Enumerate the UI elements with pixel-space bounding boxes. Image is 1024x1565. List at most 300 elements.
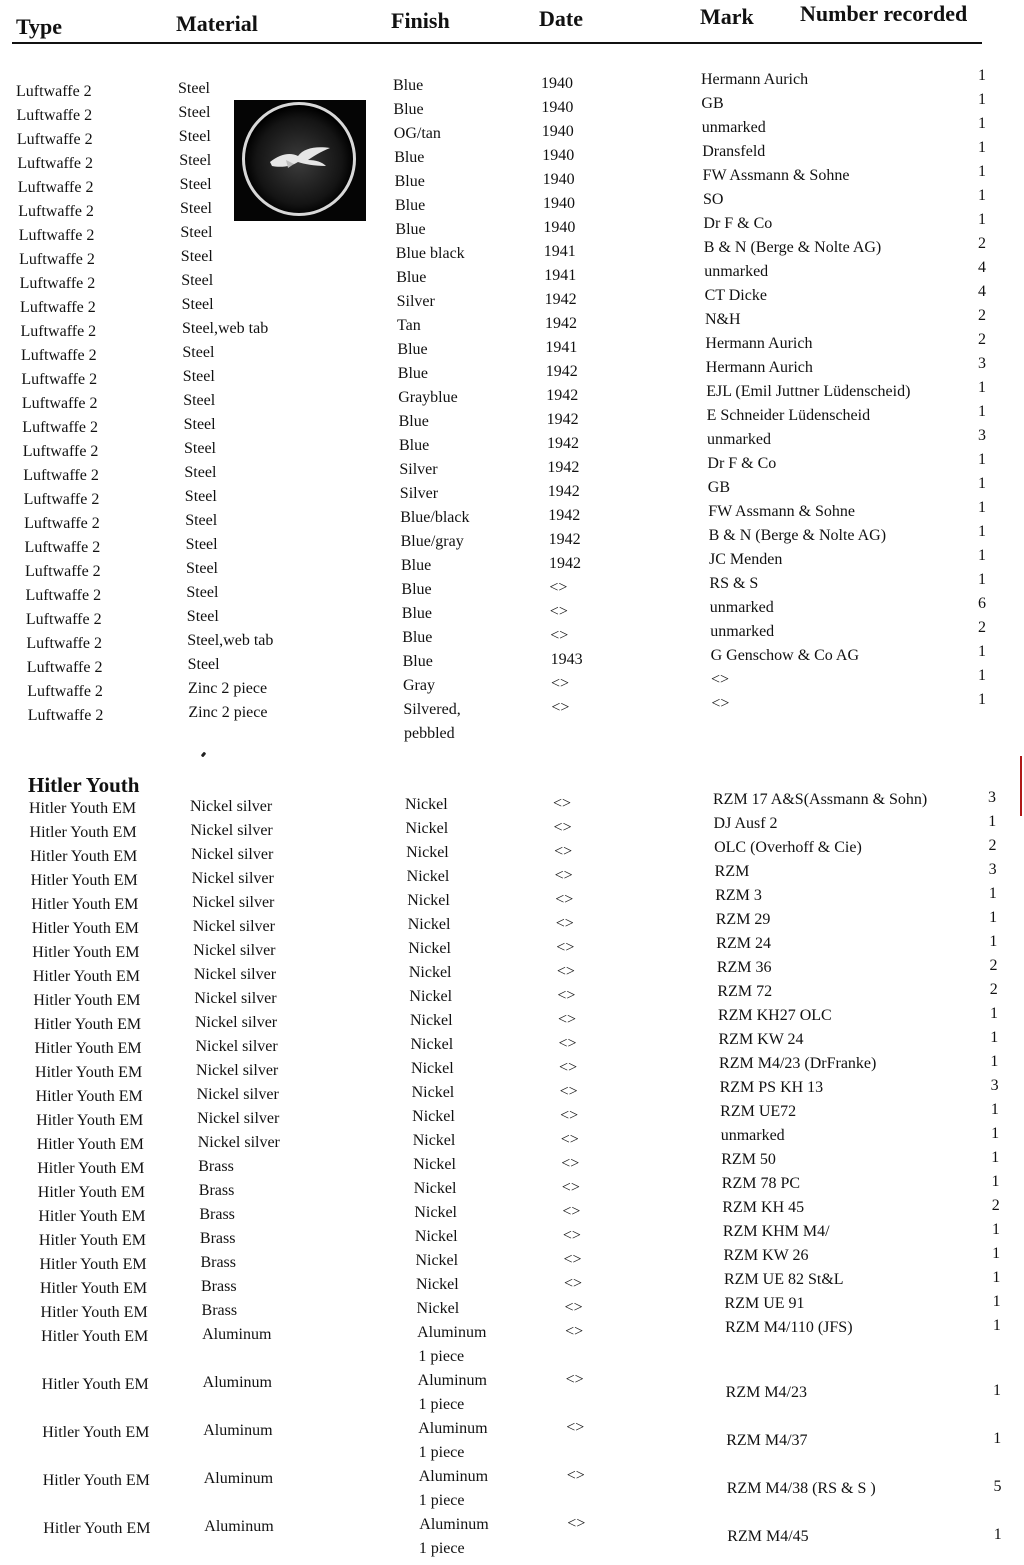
header-finish: Finish bbox=[391, 8, 450, 33]
row-number: 1 bbox=[992, 1317, 1001, 1334]
row-type: Hitler Youth EM bbox=[40, 1280, 148, 1297]
row-type: Luftwaffe 2 bbox=[20, 323, 97, 340]
row-material: Brass bbox=[199, 1230, 236, 1247]
row-mark: unmarked bbox=[720, 1127, 785, 1144]
row-date: 1942 bbox=[546, 411, 579, 428]
row-mark: RZM KH27 OLC bbox=[717, 1007, 832, 1024]
row-date: 1942 bbox=[547, 483, 580, 500]
header-rule bbox=[12, 42, 982, 44]
row-material: Steel bbox=[186, 584, 219, 601]
row-mark: JC Menden bbox=[709, 551, 783, 568]
row-mark: RZM bbox=[714, 863, 750, 880]
row-number: 1 bbox=[978, 643, 986, 660]
row-type: Hitler Youth EM bbox=[35, 1064, 143, 1081]
row-number: 5 bbox=[993, 1478, 1002, 1495]
row-date: <> bbox=[558, 1035, 577, 1052]
row-mark: RZM KH 45 bbox=[722, 1199, 805, 1216]
row-mark: RZM 78 PC bbox=[721, 1175, 801, 1192]
row-date: <> bbox=[551, 699, 570, 716]
row-finish: Blue bbox=[394, 149, 425, 166]
row-finish: OG/tan bbox=[393, 125, 441, 142]
row-date: 1942 bbox=[545, 315, 577, 332]
row-type: Luftwaffe 2 bbox=[19, 275, 96, 292]
row-date: <> bbox=[560, 1107, 579, 1124]
row-finish: Blue bbox=[396, 269, 427, 286]
row-mark: RZM UE 91 bbox=[724, 1295, 805, 1312]
row-finish: Blue bbox=[393, 77, 424, 94]
row-material: Steel bbox=[178, 128, 211, 145]
row-material: Aluminum bbox=[202, 1374, 272, 1391]
row-mark: unmarked bbox=[707, 431, 771, 448]
row-material: Brass bbox=[198, 1182, 235, 1199]
row-number: 1 bbox=[991, 1221, 1000, 1238]
row-date: 1941 bbox=[545, 339, 578, 356]
row-type: Luftwaffe 2 bbox=[27, 683, 103, 700]
row-date: 1942 bbox=[548, 507, 581, 524]
row-finish: Silver bbox=[396, 293, 435, 310]
row-number: 1 bbox=[992, 1245, 1001, 1262]
row-finish: Nickel bbox=[413, 1180, 457, 1197]
row-type: Hitler Youth EM bbox=[30, 872, 138, 889]
row-mark: B & N (Berge & Nolte AG) bbox=[703, 239, 882, 256]
row-finish: Blue bbox=[397, 365, 429, 382]
row-date: <> bbox=[556, 963, 575, 980]
row-date: 1942 bbox=[544, 291, 577, 308]
row-finish: Blue bbox=[397, 341, 428, 358]
row-finish: Blue/gray bbox=[400, 533, 464, 550]
row-material: Steel bbox=[185, 512, 218, 529]
row-finish: Nickel bbox=[405, 820, 449, 837]
row-material: Nickel silver bbox=[194, 1014, 278, 1031]
row-number: 1 bbox=[989, 1005, 998, 1022]
row-date: <> bbox=[560, 1131, 579, 1148]
row-material: Nickel silver bbox=[192, 894, 275, 911]
row-type: Hitler Youth EM bbox=[34, 1040, 142, 1057]
row-material: Steel bbox=[179, 152, 212, 169]
row-number: 2 bbox=[988, 837, 997, 854]
row-type: Luftwaffe 2 bbox=[17, 155, 94, 172]
row-date: <> bbox=[553, 795, 572, 812]
row-date: 1940 bbox=[541, 123, 574, 140]
row-mark: RZM UE 82 St&L bbox=[724, 1271, 844, 1288]
row-date: 1940 bbox=[542, 147, 575, 164]
row-mark: N&H bbox=[705, 311, 741, 328]
row-mark: RZM KHM M4/ bbox=[722, 1223, 830, 1240]
row-number: 4 bbox=[978, 283, 986, 300]
scan-edge-mark bbox=[1020, 756, 1022, 816]
row-material: Brass bbox=[200, 1254, 236, 1271]
row-number: 1 bbox=[993, 1430, 1002, 1447]
row-mark: Hermann Aurich bbox=[705, 335, 813, 352]
row-date: 1941 bbox=[544, 267, 577, 284]
row-date: 1940 bbox=[541, 75, 573, 92]
row-mark: RZM 3 bbox=[715, 887, 762, 904]
row-finish: Nickel bbox=[410, 1036, 454, 1053]
row-number: 1 bbox=[978, 379, 986, 396]
row-finish: Nickel bbox=[412, 1108, 455, 1125]
row-material: Steel bbox=[181, 272, 214, 289]
row-material: Nickel silver bbox=[191, 846, 274, 863]
row-type: Luftwaffe 2 bbox=[18, 227, 95, 244]
row-date: <> bbox=[566, 1467, 585, 1484]
row-type: Luftwaffe 2 bbox=[16, 83, 92, 100]
row-mark: FW Assmann & Sohne bbox=[708, 503, 856, 520]
row-material: Zinc 2 piece bbox=[188, 704, 268, 721]
row-number: 1 bbox=[990, 1029, 999, 1046]
row-number: 2 bbox=[978, 619, 986, 636]
row-material: Steel bbox=[187, 656, 220, 673]
row-finish: Nickel bbox=[408, 940, 451, 957]
row-mark: B & N (Berge & Nolte AG) bbox=[708, 527, 887, 544]
row-number: 1 bbox=[978, 667, 986, 684]
row-type: Hitler Youth EM bbox=[35, 1088, 143, 1105]
row-finish: Blue bbox=[399, 437, 430, 454]
row-number: 1 bbox=[978, 211, 986, 228]
row-material: Aluminum bbox=[204, 1518, 274, 1535]
row-finish: Blue bbox=[395, 221, 426, 238]
row-number: 1 bbox=[978, 163, 986, 180]
row-type: Hitler Youth EM bbox=[37, 1184, 145, 1201]
row-finish-line2: pebbled bbox=[404, 725, 455, 742]
row-finish: Aluminum bbox=[417, 1324, 487, 1341]
row-finish: Nickel bbox=[409, 1012, 453, 1029]
row-material: Steel,web tab bbox=[187, 632, 274, 649]
row-finish: Nickel bbox=[416, 1300, 460, 1317]
row-finish: Blue bbox=[402, 653, 433, 670]
row-date: <> bbox=[565, 1323, 584, 1340]
row-finish: Tan bbox=[397, 317, 421, 334]
row-date: <> bbox=[549, 579, 568, 596]
row-mark: RZM M4/23 bbox=[725, 1384, 807, 1401]
row-mark: Dr F & Co bbox=[707, 455, 777, 472]
row-number: 1 bbox=[978, 523, 986, 540]
row-date: <> bbox=[555, 915, 574, 932]
row-material: Brass bbox=[201, 1302, 238, 1319]
row-date: <> bbox=[562, 1203, 581, 1220]
row-type: Hitler Youth EM bbox=[33, 992, 141, 1009]
row-number: 1 bbox=[992, 1293, 1001, 1310]
row-material: Nickel silver bbox=[193, 966, 277, 983]
row-mark: E Schneider Lüdenscheid bbox=[706, 407, 871, 424]
row-type: Hitler Youth EM bbox=[41, 1376, 149, 1393]
row-material: Nickel silver bbox=[193, 942, 276, 959]
row-material: Steel bbox=[181, 296, 214, 313]
row-number: 2 bbox=[989, 981, 998, 998]
row-number: 1 bbox=[978, 451, 986, 468]
row-mark: GB bbox=[707, 479, 731, 496]
row-finish: Nickel bbox=[406, 844, 449, 861]
row-material: Steel bbox=[182, 368, 215, 385]
row-mark: RZM M4/23 (DrFranke) bbox=[719, 1055, 877, 1072]
row-material: Aluminum bbox=[203, 1422, 273, 1439]
row-mark: RZM 29 bbox=[715, 911, 771, 928]
row-date: 1942 bbox=[547, 435, 579, 452]
row-material: Steel bbox=[183, 416, 216, 433]
row-date: <> bbox=[563, 1251, 582, 1268]
row-type: Luftwaffe 2 bbox=[20, 347, 97, 364]
row-mark: Hermann Aurich bbox=[701, 71, 809, 88]
row-mark: unmarked bbox=[701, 119, 766, 136]
row-number: 1 bbox=[978, 475, 986, 492]
row-date: <> bbox=[556, 939, 575, 956]
row-material: Nickel silver bbox=[194, 990, 277, 1007]
row-material: Steel bbox=[183, 392, 216, 409]
row-material: Nickel silver bbox=[195, 1038, 278, 1055]
row-date: <> bbox=[550, 627, 569, 644]
row-finish: Blue bbox=[401, 581, 432, 598]
row-mark: unmarked bbox=[710, 623, 775, 640]
row-material: Brass bbox=[198, 1158, 234, 1175]
row-date: 1940 bbox=[542, 171, 575, 188]
row-date: 1942 bbox=[548, 531, 581, 548]
row-material: Steel bbox=[184, 440, 216, 457]
row-number: 1 bbox=[990, 1101, 999, 1118]
row-finish: Blue bbox=[398, 413, 429, 430]
row-mark: OLC (Overhoff & Cie) bbox=[714, 839, 862, 856]
row-date: 1941 bbox=[543, 243, 576, 260]
row-type: Hitler Youth EM bbox=[32, 944, 140, 961]
row-finish: Nickel bbox=[416, 1276, 459, 1293]
row-mark: SO bbox=[703, 191, 724, 208]
row-mark: RS & S bbox=[709, 575, 759, 592]
row-date: <> bbox=[555, 891, 574, 908]
row-finish: Blue bbox=[393, 101, 424, 118]
header-type: Type bbox=[16, 14, 63, 39]
row-finish: Nickel bbox=[411, 1084, 455, 1101]
row-number: 3 bbox=[978, 355, 986, 372]
row-number: 3 bbox=[990, 1077, 999, 1094]
row-date: <> bbox=[565, 1371, 584, 1388]
row-material: Steel bbox=[180, 248, 213, 265]
row-type: Luftwaffe 2 bbox=[25, 563, 101, 580]
row-material: Nickel silver bbox=[190, 798, 273, 815]
row-finish: Nickel bbox=[408, 964, 452, 981]
row-finish: Aluminum bbox=[419, 1516, 489, 1533]
row-material: Steel bbox=[184, 488, 217, 505]
row-number: 1 bbox=[978, 499, 986, 516]
row-number: 1 bbox=[991, 1173, 1000, 1190]
row-finish: Nickel bbox=[405, 796, 448, 813]
row-type: Luftwaffe 2 bbox=[22, 419, 98, 436]
row-finish-line2: 1 piece bbox=[418, 1444, 465, 1461]
row-mark: EJL (Emil Juttner Lüdenscheid) bbox=[706, 383, 911, 400]
row-type: Hitler Youth EM bbox=[31, 920, 139, 937]
row-finish: Nickel bbox=[414, 1204, 457, 1221]
row-mark: RZM 17 A&S(Assmann & Sohn) bbox=[713, 791, 928, 808]
row-material: Nickel silver bbox=[190, 822, 273, 839]
row-number: 3 bbox=[988, 861, 997, 878]
row-date: <> bbox=[559, 1059, 578, 1076]
header-number-recorded: Number recorded bbox=[800, 1, 968, 26]
row-finish: Grayblue bbox=[398, 389, 458, 406]
row-finish: Blue black bbox=[395, 245, 465, 262]
row-material: Steel bbox=[186, 560, 218, 577]
row-number: 1 bbox=[988, 885, 997, 902]
row-finish: Nickel bbox=[413, 1156, 456, 1173]
row-type: Hitler Youth EM bbox=[42, 1472, 150, 1489]
row-finish: Nickel bbox=[407, 916, 451, 933]
eagle-silhouette bbox=[268, 144, 332, 172]
row-finish-line2: 1 piece bbox=[418, 1492, 465, 1509]
row-mark: GB bbox=[701, 95, 724, 112]
row-mark: FW Assmann & Sohne bbox=[702, 167, 850, 184]
row-number: 1 bbox=[988, 813, 997, 830]
row-type: Hitler Youth EM bbox=[42, 1424, 150, 1441]
row-mark: RZM M4/38 (RS & S ) bbox=[726, 1480, 876, 1497]
row-date: 1940 bbox=[541, 99, 574, 116]
row-material: Steel bbox=[180, 200, 212, 217]
row-type: Hitler Youth EM bbox=[38, 1232, 147, 1249]
row-material: Steel bbox=[178, 104, 211, 121]
row-type: Luftwaffe 2 bbox=[19, 251, 95, 268]
row-type: Hitler Youth EM bbox=[39, 1256, 147, 1273]
row-material: Zinc 2 piece bbox=[188, 680, 268, 697]
row-type: Luftwaffe 2 bbox=[24, 515, 100, 532]
row-mark: RZM 36 bbox=[716, 959, 772, 976]
row-material: Nickel silver bbox=[197, 1134, 280, 1151]
row-mark: RZM 72 bbox=[717, 983, 773, 1000]
row-date: 1942 bbox=[545, 363, 578, 380]
row-material: Steel bbox=[186, 608, 219, 625]
row-type: Luftwaffe 2 bbox=[27, 707, 104, 724]
row-date: 1942 bbox=[549, 555, 581, 572]
row-number: 3 bbox=[988, 789, 996, 806]
row-number: 2 bbox=[991, 1197, 1000, 1214]
row-number: 1 bbox=[978, 571, 986, 588]
row-material: Aluminum bbox=[202, 1326, 272, 1343]
row-material: Steel bbox=[182, 344, 215, 361]
row-date: <> bbox=[566, 1419, 585, 1436]
header-mark: Mark bbox=[700, 4, 754, 29]
row-finish: Gray bbox=[403, 677, 435, 694]
row-finish: Blue bbox=[401, 557, 432, 574]
row-type: Hitler Youth EM bbox=[36, 1136, 144, 1153]
row-material: Brass bbox=[201, 1278, 237, 1295]
row-type: Luftwaffe 2 bbox=[23, 491, 100, 508]
row-number: 1 bbox=[978, 547, 986, 564]
row-number: 1 bbox=[993, 1526, 1002, 1543]
row-date: 1940 bbox=[543, 219, 576, 236]
row-finish: Silver bbox=[399, 485, 439, 502]
row-date: <> bbox=[554, 867, 573, 884]
row-date: <> bbox=[564, 1299, 583, 1316]
row-type: Luftwaffe 2 bbox=[24, 539, 101, 556]
row-material: Nickel silver bbox=[196, 1062, 279, 1079]
row-type: Luftwaffe 2 bbox=[20, 299, 96, 316]
row-date: <> bbox=[561, 1179, 580, 1196]
row-date: <> bbox=[567, 1515, 586, 1532]
row-finish: Nickel bbox=[409, 988, 453, 1005]
row-mark: RZM PS KH 13 bbox=[719, 1079, 824, 1096]
row-material: Nickel silver bbox=[192, 918, 275, 935]
row-number: 1 bbox=[978, 187, 986, 204]
row-mark: RZM 24 bbox=[716, 935, 771, 952]
row-finish: Silver bbox=[399, 461, 438, 478]
row-date: <> bbox=[557, 987, 576, 1004]
row-finish-line2: 1 piece bbox=[418, 1348, 465, 1365]
row-number: 1 bbox=[978, 691, 986, 708]
row-finish: Blue bbox=[394, 173, 425, 190]
row-mark: RZM 50 bbox=[721, 1151, 776, 1168]
row-date: <> bbox=[561, 1155, 580, 1172]
row-type: Luftwaffe 2 bbox=[22, 443, 99, 460]
row-finish: Blue bbox=[401, 605, 433, 622]
row-number: 1 bbox=[990, 1053, 999, 1070]
row-finish: Nickel bbox=[406, 868, 450, 885]
row-number: 1 bbox=[978, 139, 986, 156]
row-material: Nickel silver bbox=[191, 870, 274, 887]
row-finish: Aluminum bbox=[418, 1468, 489, 1485]
row-date: <> bbox=[562, 1227, 581, 1244]
row-mark: Hermann Aurich bbox=[705, 359, 813, 376]
row-material: Steel bbox=[179, 176, 212, 193]
row-number: 1 bbox=[978, 67, 986, 84]
row-material: Brass bbox=[199, 1206, 235, 1223]
row-finish: Nickel bbox=[412, 1132, 456, 1149]
row-number: 2 bbox=[978, 331, 986, 348]
row-number: 1 bbox=[978, 91, 986, 108]
row-number: 6 bbox=[978, 595, 986, 612]
row-finish: Nickel bbox=[415, 1252, 459, 1269]
row-date: <> bbox=[557, 1011, 576, 1028]
row-number: 1 bbox=[991, 1125, 1000, 1142]
row-date: <> bbox=[549, 603, 568, 620]
row-type: Hitler Youth EM bbox=[43, 1520, 151, 1537]
row-type: Hitler Youth EM bbox=[29, 800, 137, 817]
row-number: 1 bbox=[989, 909, 998, 926]
row-type: Hitler Youth EM bbox=[37, 1160, 145, 1177]
row-material: Steel bbox=[178, 80, 210, 97]
row-mark: unmarked bbox=[704, 263, 769, 280]
row-date: 1943 bbox=[550, 651, 583, 668]
row-finish-line2: 1 piece bbox=[418, 1396, 465, 1413]
row-material: Steel bbox=[184, 464, 217, 481]
row-finish: Blue/black bbox=[400, 509, 470, 526]
row-mark: RZM M4/110 (JFS) bbox=[725, 1319, 853, 1336]
row-number: 1 bbox=[978, 115, 986, 132]
row-type: Hitler Youth EM bbox=[33, 1016, 142, 1033]
row-number: 1 bbox=[993, 1382, 1002, 1399]
row-type: Luftwaffe 2 bbox=[16, 107, 93, 124]
row-finish: Blue bbox=[395, 197, 426, 214]
row-number: 2 bbox=[978, 307, 986, 324]
scan-speck bbox=[201, 752, 207, 758]
header-material: Material bbox=[176, 11, 258, 36]
row-finish: Nickel bbox=[407, 892, 450, 909]
row-finish: Aluminum bbox=[418, 1420, 488, 1437]
row-number: 1 bbox=[989, 933, 998, 950]
row-mark: RZM KW 24 bbox=[718, 1031, 804, 1048]
row-type: Hitler Youth EM bbox=[41, 1328, 149, 1345]
row-number: 3 bbox=[978, 427, 986, 444]
row-number: 4 bbox=[978, 259, 986, 276]
section-title-hitler-youth: Hitler Youth bbox=[28, 773, 140, 797]
row-type: Luftwaffe 2 bbox=[17, 179, 94, 196]
row-material: Steel bbox=[180, 224, 213, 241]
row-date: <> bbox=[564, 1275, 583, 1292]
row-material: Nickel silver bbox=[196, 1086, 279, 1103]
row-mark: DJ Ausf 2 bbox=[713, 815, 778, 832]
row-date: <> bbox=[553, 819, 572, 836]
row-mark: RZM M4/45 bbox=[727, 1528, 809, 1545]
row-finish: Blue bbox=[402, 629, 433, 646]
row-type: Luftwaffe 2 bbox=[18, 203, 94, 220]
header-date: Date bbox=[539, 6, 583, 31]
row-finish: Nickel bbox=[414, 1228, 458, 1245]
row-mark: RZM M4/37 bbox=[726, 1432, 808, 1449]
row-type: Hitler Youth EM bbox=[30, 848, 138, 865]
row-date: 1940 bbox=[543, 195, 575, 212]
